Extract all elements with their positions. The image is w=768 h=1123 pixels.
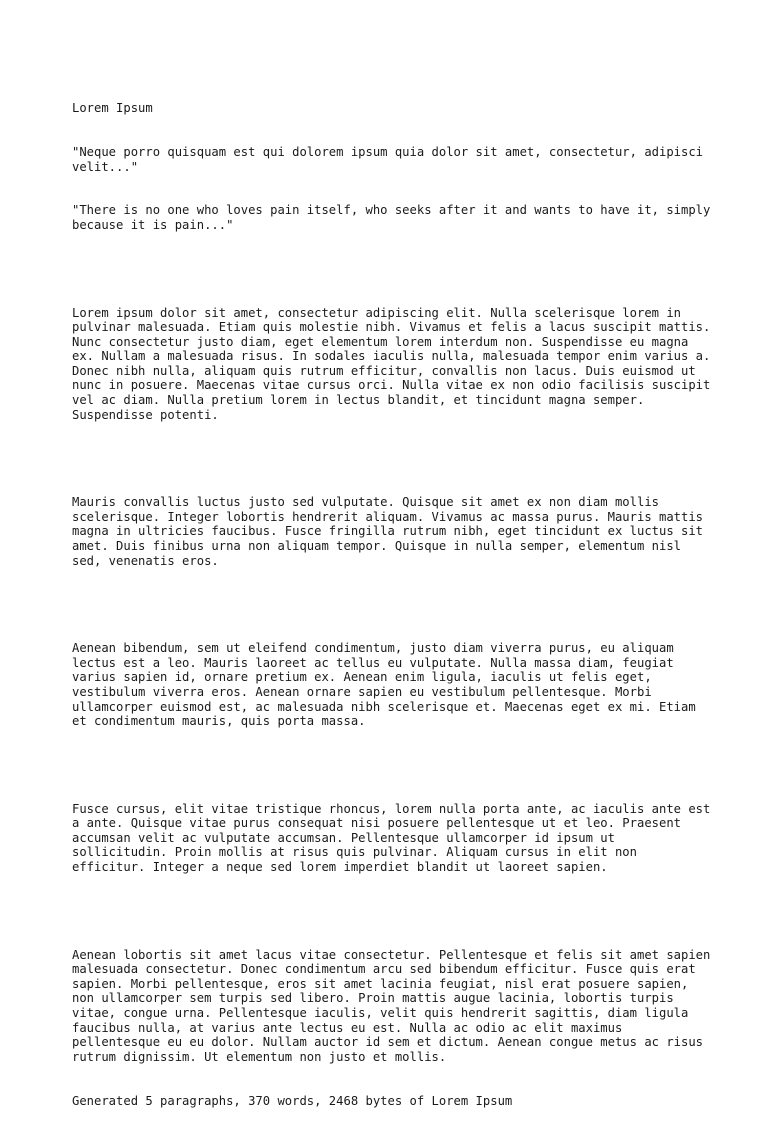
spacer (72, 758, 712, 773)
paragraph-3: Aenean bibendum, sem ut eleifend condimentum, justo diam viverra purus, eu aliquam lectus est a leo. Mauris laoreet ac tellus eu vulputate. Nulla massa diam, feugiat varius sapien id, ornare pretium ex. Aenean enim ligula, iaculis ut felis eget, vestibulum viverra eros. Aenean ornare sapien eu vestibulum pellentesque. Morbi ullamcorper euismod est, ac malesuada nibh scelerisque et. Maecenas eget ex mi. Etiam et condimentum mauris, quis porta massa. (72, 641, 704, 729)
document-page (72, 72, 718, 1123)
spacer (72, 904, 712, 919)
spacer (72, 262, 712, 277)
generation-summary: Generated 5 paragraphs, 370 words, 2468 bytes of Lorem Ipsum (72, 1093, 513, 1108)
english-quote: "There is no one who loves pain itself, who seeks after it and wants to have it, simply because it is pain..." (72, 203, 718, 232)
paragraph-5: Aenean lobortis sit amet lacus vitae consectetur. Pellentesque et felis sit amet sapien malesuada consectetur. Donec condimentum arcu sed bibendum efficitur. Fusce quis erat sapien. Morbi pellentesque, eros sit amet lacinia feugiat, nisl erat posuere sapien, non ullamcorper sem turpis sed libero. Proin mattis augue lacinia, lobortis turpis vitae, congue urna. Pellentesque iaculis, velit quis hendrerit sagittis, diam ligula faucibus nulla, at varius ante lectus eu est. Nulla ac odio ac elit maximus pellentesque eu eu dolor. Nullam auctor id sem et dictum. Aenean congue metus ac risus rutrum dignissim. Ut elementum non justo et mollis. (72, 947, 718, 1064)
spacer (72, 597, 712, 612)
paragraph-4: Fusce cursus, elit vitae tristique rhoncus, lorem nulla porta ante, ac iaculis ante est a ante. Quisque vitae purus consequat nisi posuere pellentesque ut et leo. Praesent accumsan velit ac vulputate accumsan. Pellentesque ullamcorper id ipsum ut sollicitudin. Proin mollis at risus quis pulvinar. Aliquam cursus in elit non efficitur. Integer a neque sed lorem imperdiet blandit ut laoreet sapien. (72, 801, 718, 875)
paragraph-2: Mauris convallis luctus justo sed vulputate. Quisque sit amet ex non diam mollis scelerisque. Integer lobortis hendrerit aliquam. Vivamus ac massa purus. Mauris mattis magna in ultricies faucibus. Fusce fringilla rutrum nibh, eget tincidunt ex luctus sit amet. Duis finibus urna non aliquam tempor. Quisque in nulla semper, elementum nisl sed, venenatis eros. (72, 495, 711, 568)
document-title: Lorem Ipsum (72, 101, 153, 116)
spacer (72, 451, 712, 466)
paragraph-1: Lorem ipsum dolor sit amet, consectetur adipiscing elit. Nulla scelerisque lorem in pulvinar malesuada. Etiam quis molestie nibh. Vivamus et felis a lacus suscipit mattis. Nunc consectetur justo diam, eget elementum lorem interdum non. Suspendisse eu magna ex. Nullam a malesuada risus. In sodales iaculis nulla, malesuada tempor enim varius a. Donec nibh nulla, aliquam quis rutrum efficitur, convallis non lacus. Duis euismod ut nunc in posuere. Maecenas vitae cursus orci. Nulla vitae ex non odio facilisis suscipit vel ac diam. Nulla pretium lorem in lectus blandit, et tincidunt magna semper. Suspendisse potenti. (72, 305, 718, 422)
latin-quote: "Neque porro quisquam est qui dolorem ipsum quia dolor sit amet, consectetur, adipisci velit..." (72, 144, 711, 174)
